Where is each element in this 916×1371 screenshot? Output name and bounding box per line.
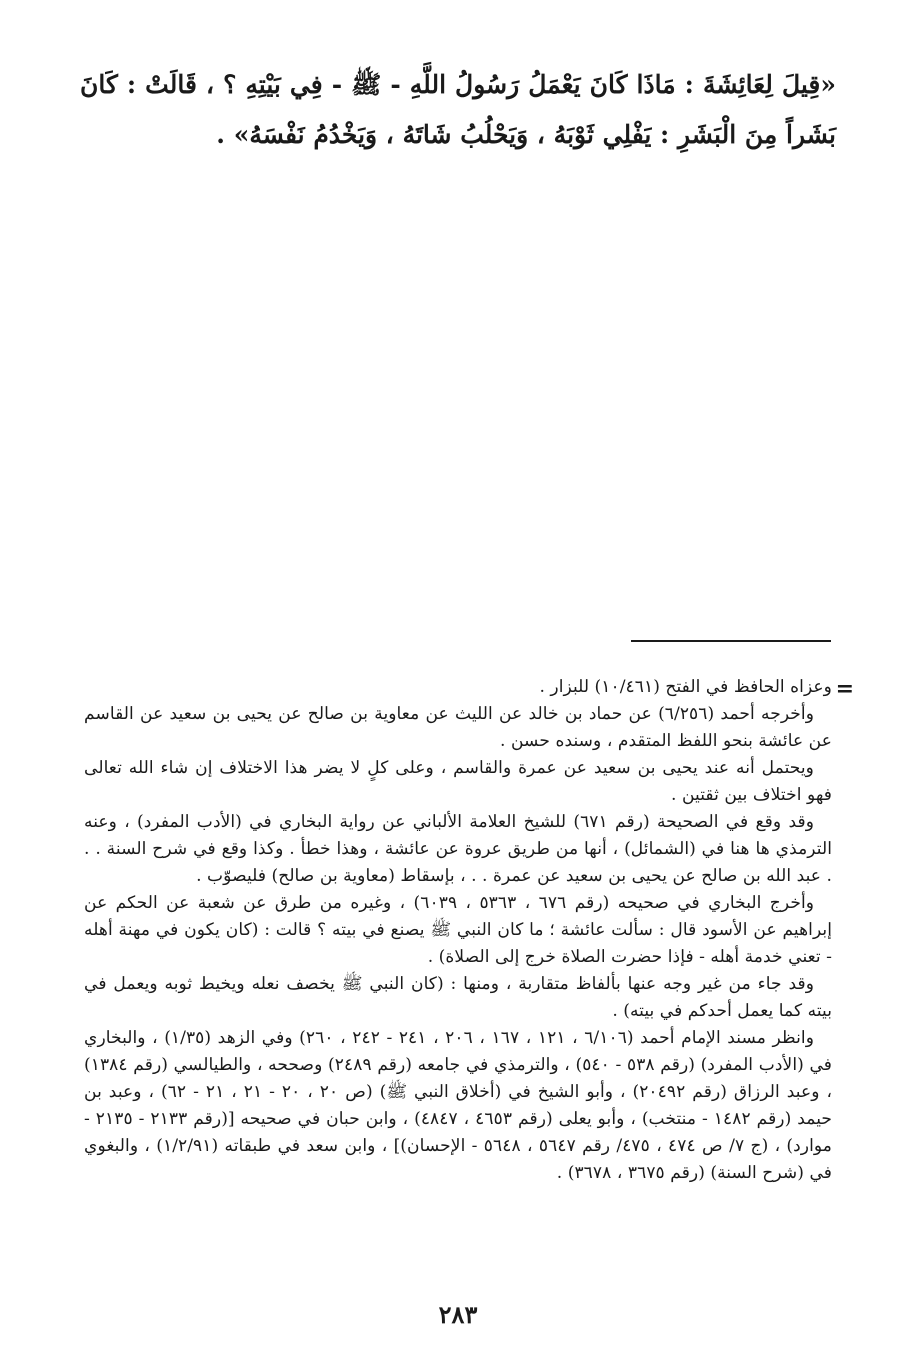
footnote-paragraph: ويحتمل أنه عند يحيى بن سعيد عن عمرة والقاسم ، وعلى كلٍ لا يضر هذا الاختلاف إن شاء الله تعالى فهو اختلاف بين ثقتين . bbox=[84, 758, 832, 805]
page-number: ٢٨٣ bbox=[438, 1300, 478, 1329]
footnote-paragraph: وأخرج البخاري في صحيحه (رقم ٦٧٦ ، ٥٣٦٣ ، ٦٠٣٩) ، وغيره من طرق عن شعبة عن الحكم عن إبراهيم عن الأسود قال : سألت عائشة ؛ ما كان النبي ﷺ يصنع في بيته ؟ قالت : (كان يكون في مهنة أهله - تعني خدمة أهله - فإذا حضرت الصلاة خرج إلى الصلاة) . bbox=[84, 893, 832, 967]
footnote-separator bbox=[631, 640, 831, 642]
footnote-paragraph: وأخرجه أحمد (٦/٢٥٦) عن حماد بن خالد عن الليث عن معاوية بن صالح عن يحيى بن سعيد عن القاسم عن عائشة بنحو اللفظ المتقدم ، وسنده حسن . bbox=[84, 704, 832, 751]
continuation-mark: = bbox=[835, 676, 854, 702]
hadith-paragraph: «قِيلَ لِعَائِشَةَ : مَاذَا كَانَ يَعْمَلُ رَسُولُ اللَّهِ - ﷺ - فِي بَيْتِهِ ؟ ، قَالَتْ : كَانَ بَشَراً مِنَ الْبَشَرِ : يَفْلِي ثَوْبَهُ ، وَيَحْلُبُ شَاتَهُ ، وَيَخْدُمُ نَفْسَهُ» . bbox=[80, 70, 836, 149]
hadith-text bbox=[80, 60, 836, 160]
footnote-paragraph: وانظر مسند الإمام أحمد (٦/١٠٦ ، ١٢١ ، ١٦٧ ، ٢٠٦ ، ٢٤١ - ٢٤٢ ، ٢٦٠) وفي الزهد (١/٣٥) ، والبخاري في (الأدب المفرد) (رقم ٥٣٨ - ٥٤٠) ، والترمذي في جامعه (رقم ٢٤٨٩) وصححه ، والطيالسي (رقم ١٣٨٤) ، وعبد الرزاق (رقم ٢٠٤٩٢) ، وأبو الشيخ في (أخلاق النبي ﷺ) (ص ٢٠ ، ٢٠ - ٢١ ، ٢١ - ٦٢) ، وعبد بن حيمد (رقم ١٤٨٢ - منتخب) ، وأبو يعلى (رقم ٤٦٥٣ ، ٤٨٤٧) ، وابن حبان في صحيحه [(رقم ٢١٣٣ - ٢١٣٥ - موارد) ، (ج ٧/ ص ٤٧٤ ، ٤٧٥/ رقم ٥٦٤٧ ، ٥٦٤٨ - الإحسان)] ، وابن سعد في طبقاته (١/٢/٩١) ، والبغوي في (شرح السنة) (رقم ٣٦٧٥ ، ٣٦٧٨) . bbox=[84, 1028, 833, 1183]
footnote-paragraph: وقد جاء من غير وجه عنها بألفاظ متقاربة ، ومنها : (كان النبي ﷺ يخصف نعله ويخيط ثوبه ويعمل في بيته كما يعمل أحدكم في بيته) . bbox=[84, 974, 832, 1021]
footnote-paragraph: وقد وقع في الصحيحة (رقم ٦٧١) للشيخ العلامة الألباني عن رواية البخاري في (الأدب المفرد) ، وعنه الترمذي ها هنا في (الشمائل) ، أنها من طريق عروة عن عائشة ، وهذا خطأ . وكذا وقع في شرح السنة . . . عبد الله بن صالح عن يحيى بن سعيد عن عمرة . . ، بإسقاط (معاوية بن صالح) فليصوّب . bbox=[84, 812, 832, 886]
footnotes bbox=[84, 674, 832, 1187]
footnote-paragraph: وعزاه الحافظ في الفتح (١٠/٤٦١) للبزار . bbox=[539, 677, 832, 697]
